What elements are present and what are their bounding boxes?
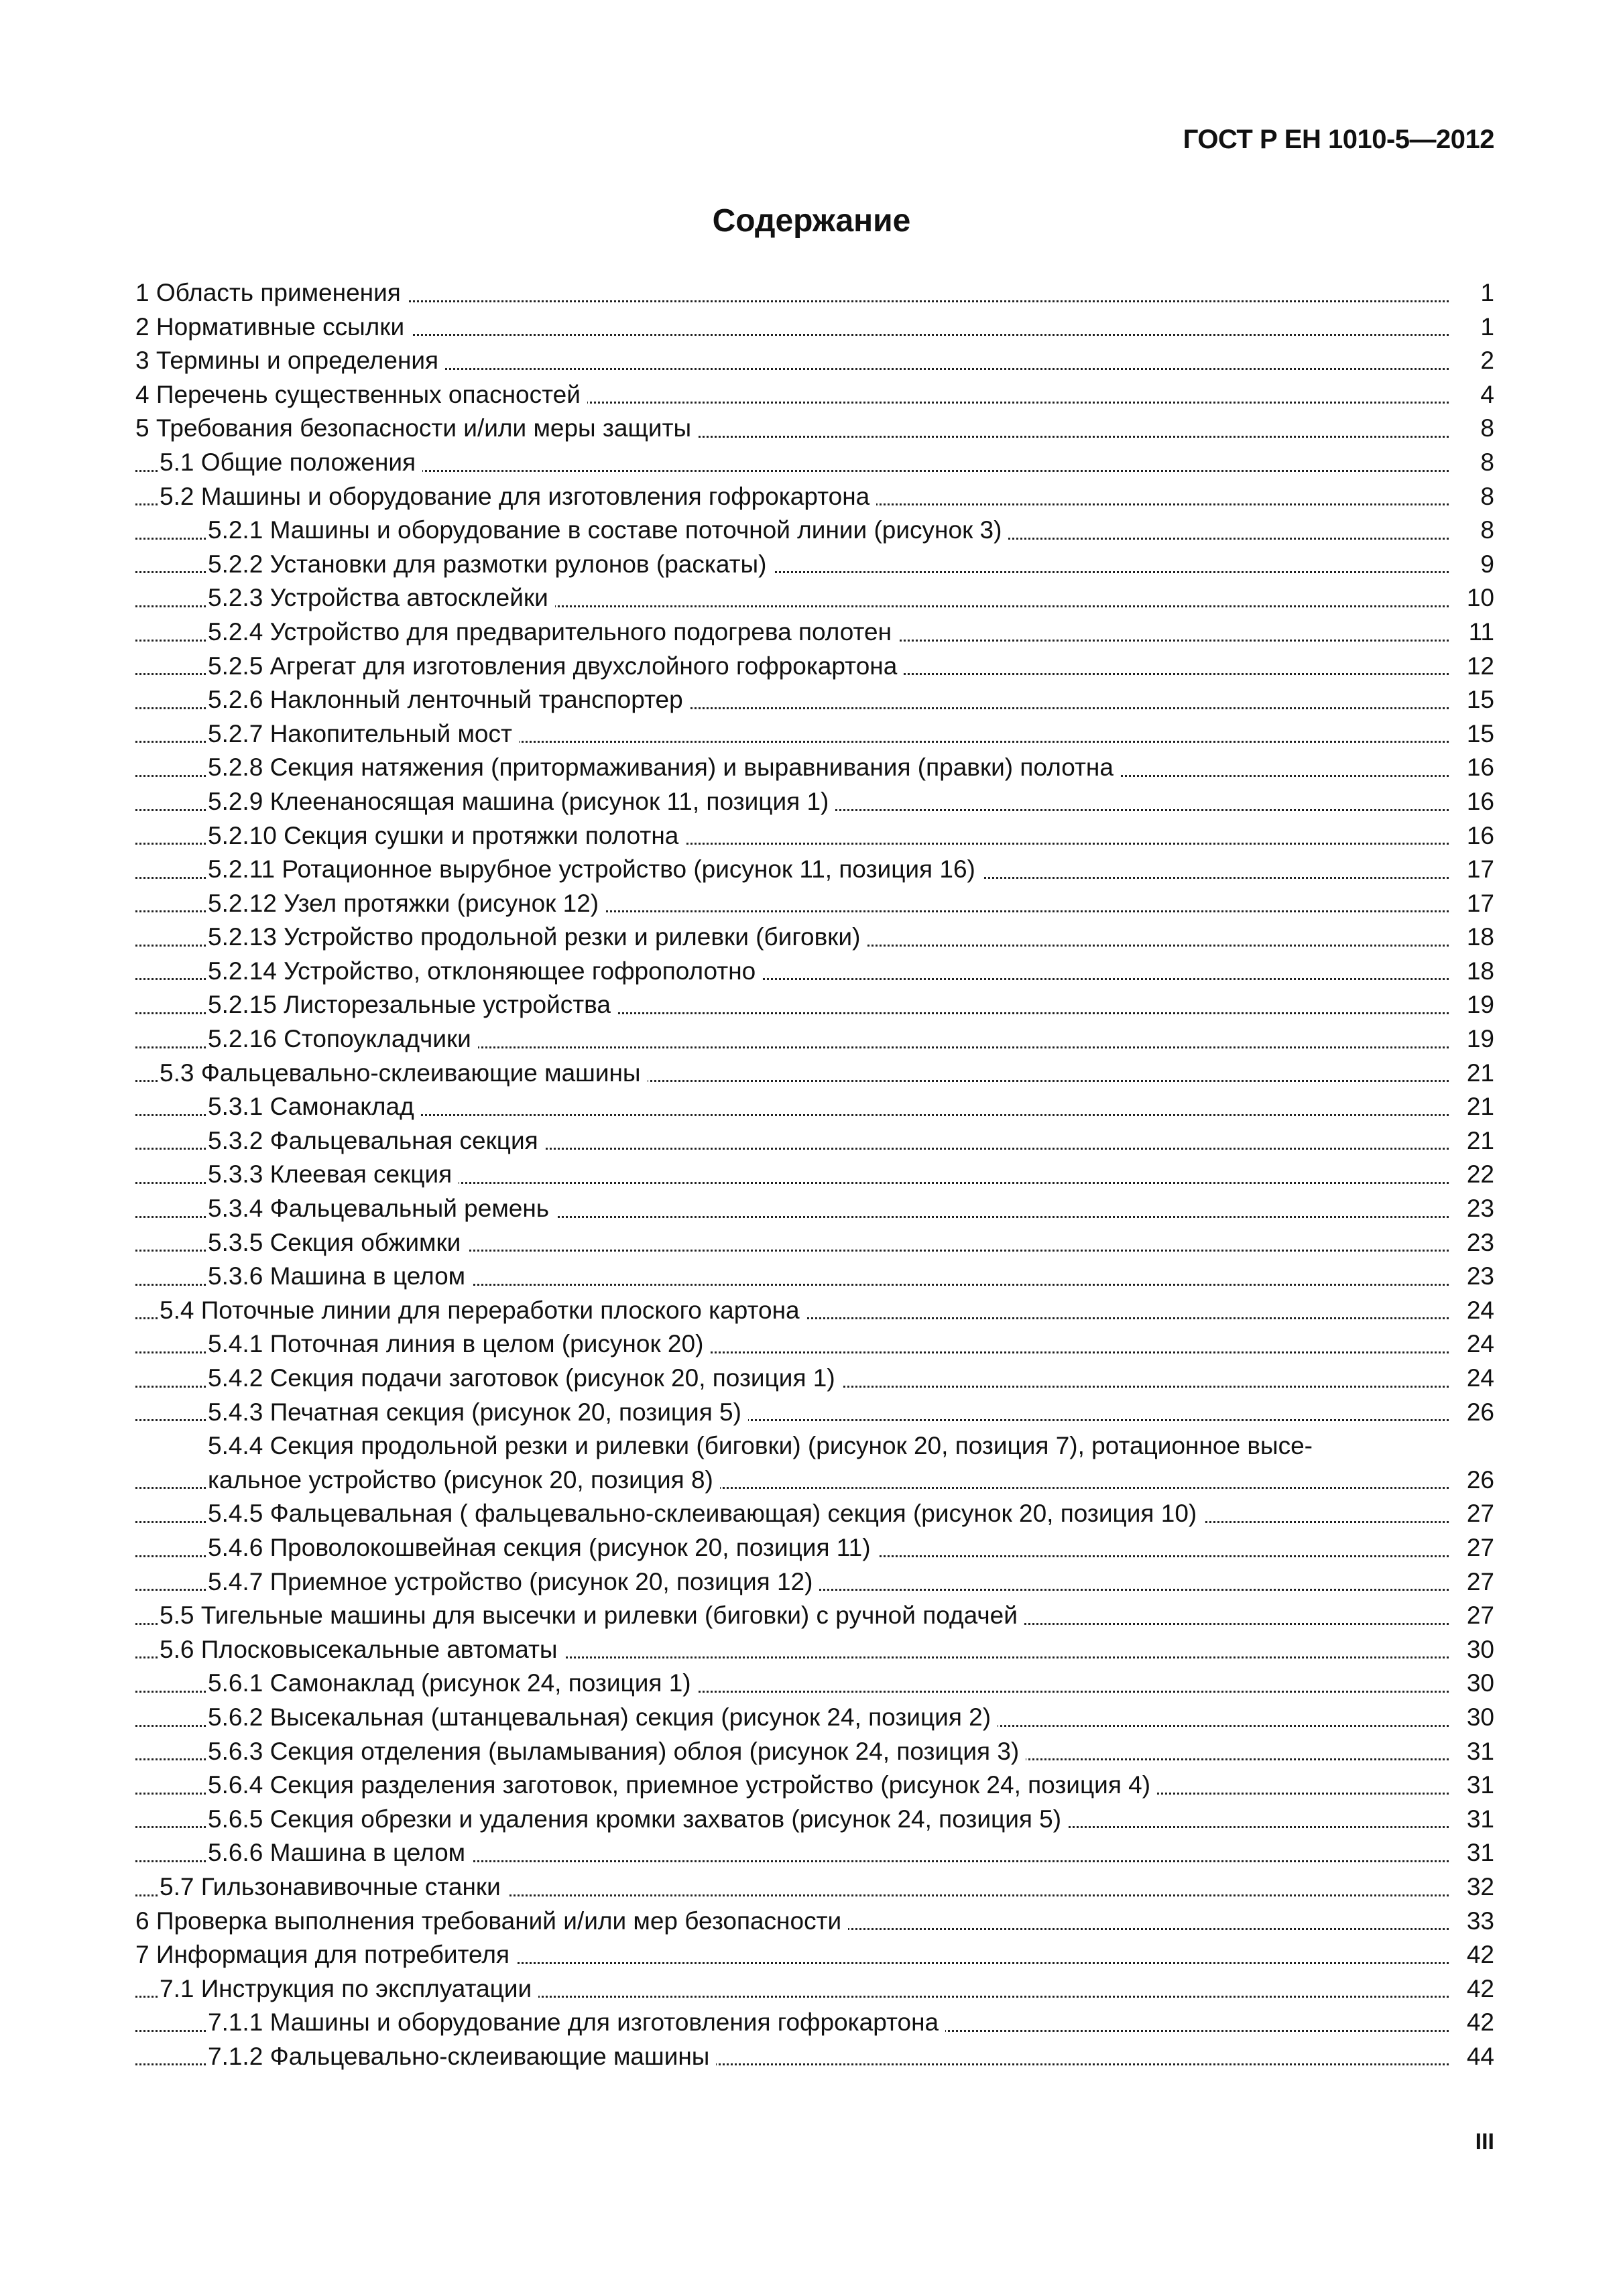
toc-entry-page: 16 xyxy=(1460,751,1494,785)
toc-entry-page: 31 xyxy=(1460,1803,1494,1837)
toc-entry-label: 5.4.3 Печатная секция (рисунок 20, позиция 5) xyxy=(208,1396,748,1430)
toc-entry-page: 21 xyxy=(1460,1056,1494,1091)
toc-entry-label: 5.4.4 Секция продольной резки и рилевки (биговки) (рисунок 20, позиция 7), ротационное высе- xyxy=(208,1429,1319,1463)
page-number: III xyxy=(1475,2129,1494,2155)
toc-entry-label: 5.6.4 Секция разделения заготовок, приемное устройство (рисунок 24, позиция 4) xyxy=(208,1768,1157,1803)
toc-entry[interactable] xyxy=(135,1531,1494,1565)
toc-entry-label: 5.2 Машины и оборудование для изготовления гофрокартона xyxy=(160,480,876,514)
toc-entry-page: 17 xyxy=(1460,853,1494,887)
toc-entry[interactable] xyxy=(135,853,1494,887)
toc-entry[interactable] xyxy=(135,920,1494,955)
toc-entry-label: 5.3.6 Машина в целом xyxy=(208,1260,472,1294)
toc-entry-label: 5.2.9 Клеенаносящая машина (рисунок 11, позиция 1) xyxy=(208,785,835,819)
toc-entry-label: 5.6.3 Секция отделения (выламывания) облоя (рисунок 24, позиция 3) xyxy=(208,1735,1026,1769)
toc-entry-page: 23 xyxy=(1460,1226,1494,1260)
toc-entry[interactable] xyxy=(135,683,1494,717)
toc-entry[interactable] xyxy=(135,1836,1494,1870)
toc-entry-label: 5.4 Поточные линии для переработки плоского картона xyxy=(160,1294,806,1328)
toc-entry[interactable] xyxy=(135,1158,1494,1192)
toc-entry-page: 31 xyxy=(1460,1768,1494,1803)
toc-entry-label: 5.2.8 Секция натяжения (притормаживания) и выравнивания (правки) полотна xyxy=(208,751,1120,785)
toc-entry[interactable] xyxy=(135,1870,1494,1905)
toc-entry-page: 19 xyxy=(1460,988,1494,1022)
toc-entry-page: 19 xyxy=(1460,1022,1494,1056)
toc-entry-page: 9 xyxy=(1474,548,1494,582)
table-of-contents xyxy=(135,276,1494,2073)
toc-entry[interactable] xyxy=(135,1260,1494,1294)
toc-entry[interactable] xyxy=(135,1701,1494,1735)
toc-entry[interactable] xyxy=(135,1768,1494,1803)
toc-entry-page: 30 xyxy=(1460,1667,1494,1701)
toc-entry[interactable] xyxy=(135,1429,1494,1463)
toc-entry-label: 5.2.11 Ротационное вырубное устройство (рисунок 11, позиция 16) xyxy=(208,853,982,887)
toc-entry-label: 7.1.1 Машины и оборудование для изготовления гофрокартона xyxy=(208,2006,945,2040)
toc-entry-label: 5.6.5 Секция обрезки и удаления кромки захватов (рисунок 24, позиция 5) xyxy=(208,1803,1068,1837)
toc-entry[interactable] xyxy=(135,1022,1494,1056)
toc-entry-label: 5.4.2 Секция подачи заготовок (рисунок 20, позиция 1) xyxy=(208,1362,842,1396)
toc-entry-label: 5.2.4 Устройство для предварительного подогрева полотен xyxy=(208,615,898,650)
toc-entry-page: 8 xyxy=(1474,480,1494,514)
toc-entry-page: 24 xyxy=(1460,1362,1494,1396)
toc-entry[interactable] xyxy=(135,1497,1494,1531)
toc-entry[interactable] xyxy=(135,1463,1494,1498)
toc-entry[interactable] xyxy=(135,1803,1494,1837)
toc-entry-page: 11 xyxy=(1462,615,1494,650)
toc-entry-page: 18 xyxy=(1460,955,1494,989)
toc-entry-label: 3 Термины и определения xyxy=(135,344,445,378)
toc-entry-page: 42 xyxy=(1460,2006,1494,2040)
toc-entry-page: 32 xyxy=(1460,1870,1494,1905)
toc-entry-label: 5.2.3 Устройства автосклейки xyxy=(208,581,555,615)
toc-entry-page: 18 xyxy=(1460,920,1494,955)
toc-entry[interactable] xyxy=(135,1090,1494,1124)
toc-entry[interactable] xyxy=(135,988,1494,1022)
toc-entry-label: 5.2.16 Стопоукладчики xyxy=(208,1022,478,1056)
toc-entry-label: 5.5 Тигельные машины для высечки и рилевки (биговки) с ручной подачей xyxy=(160,1599,1024,1633)
toc-entry-label: 5 Требования безопасности и/или меры защиты xyxy=(135,412,698,446)
toc-entry[interactable] xyxy=(135,717,1494,751)
toc-entry-label: 5.3.3 Клеевая секция xyxy=(208,1158,459,1192)
toc-entry[interactable] xyxy=(135,1905,1494,1939)
toc-entry-page: 16 xyxy=(1460,785,1494,819)
toc-entry[interactable] xyxy=(135,785,1494,819)
toc-entry-label: 5.7 Гильзонавивочные станки xyxy=(160,1870,507,1905)
toc-entry-page: 26 xyxy=(1460,1463,1494,1498)
toc-entry-page: 10 xyxy=(1460,581,1494,615)
toc-entry-page: 31 xyxy=(1460,1836,1494,1870)
toc-entry-page: 27 xyxy=(1460,1565,1494,1599)
toc-entry-page: 44 xyxy=(1460,2040,1494,2074)
toc-entry[interactable] xyxy=(135,2040,1494,2074)
toc-entry[interactable] xyxy=(135,1192,1494,1226)
toc-entry-label: 5.3.4 Фальцевальный ремень xyxy=(208,1192,556,1226)
toc-entry-page: 1 xyxy=(1474,310,1494,345)
toc-entry-page: 33 xyxy=(1460,1905,1494,1939)
toc-entry[interactable] xyxy=(135,751,1494,785)
toc-entry[interactable] xyxy=(135,819,1494,853)
toc-entry[interactable] xyxy=(135,1124,1494,1158)
toc-entry[interactable] xyxy=(135,1667,1494,1701)
toc-entry[interactable] xyxy=(135,1599,1494,1633)
toc-entry[interactable] xyxy=(135,446,1494,480)
toc-entry-label: 5.2.13 Устройство продольной резки и рилевки (биговки) xyxy=(208,920,867,955)
toc-entry-page: 8 xyxy=(1474,412,1494,446)
toc-entry-label: 5.2.12 Узел протяжки (рисунок 12) xyxy=(208,887,605,921)
toc-entry-label: 5.3.1 Самонаклад xyxy=(208,1090,421,1124)
toc-entry-label: 5.2.14 Устройство, отклоняющее гофрополотно xyxy=(208,955,762,989)
toc-entry[interactable] xyxy=(135,276,1494,310)
toc-entry-page: 26 xyxy=(1460,1396,1494,1430)
toc-entry-label: 5.3.2 Фальцевальная секция xyxy=(208,1124,545,1158)
toc-entry-page: 27 xyxy=(1460,1497,1494,1531)
toc-entry-label: 5.4.1 Поточная линия в целом (рисунок 20) xyxy=(208,1327,710,1362)
toc-entry-page: 1 xyxy=(1474,276,1494,310)
page-title: Содержание xyxy=(712,203,911,239)
toc-entry[interactable] xyxy=(135,581,1494,615)
toc-entry-label: 5.4.5 Фальцевальная ( фальцевально-склеивающая) секция (рисунок 20, позиция 10) xyxy=(208,1497,1203,1531)
toc-entry-page: 27 xyxy=(1460,1599,1494,1633)
toc-entry[interactable] xyxy=(135,1362,1494,1396)
toc-entry-page: 12 xyxy=(1460,650,1494,684)
toc-entry-label: 4 Перечень существенных опасностей xyxy=(135,378,587,412)
toc-entry[interactable] xyxy=(135,378,1494,412)
toc-entry-label: 5.2.6 Наклонный ленточный транспортер xyxy=(208,683,690,717)
toc-entry-label: 5.2.2 Установки для размотки рулонов (раскаты) xyxy=(208,548,773,582)
toc-entry-page: 23 xyxy=(1460,1260,1494,1294)
toc-entry-page: 22 xyxy=(1460,1158,1494,1192)
toc-entry[interactable] xyxy=(135,1226,1494,1260)
toc-entry[interactable] xyxy=(135,1938,1494,1972)
toc-entry-page: 31 xyxy=(1460,1735,1494,1769)
toc-entry-page: 15 xyxy=(1460,717,1494,751)
toc-entry-page: 16 xyxy=(1460,819,1494,853)
toc-entry-label: 5.6.1 Самонаклад (рисунок 24, позиция 1) xyxy=(208,1667,698,1701)
toc-entry-page: 8 xyxy=(1474,513,1494,548)
toc-entry-label: 5.6 Плосковысекальные автоматы xyxy=(160,1633,564,1667)
toc-entry-label: 5.6.6 Машина в целом xyxy=(208,1836,472,1870)
toc-entry[interactable] xyxy=(135,1972,1494,2006)
toc-entry-label: 5.2.15 Листорезальные устройства xyxy=(208,988,617,1022)
toc-entry-label: 6 Проверка выполнения требований и/или мер безопасности xyxy=(135,1905,848,1939)
toc-entry-label: кальное устройство (рисунок 20, позиция 8) xyxy=(208,1463,720,1498)
toc-entry-label: 5.4.7 Приемное устройство (рисунок 20, позиция 12) xyxy=(208,1565,819,1599)
toc-entry[interactable] xyxy=(135,480,1494,514)
toc-entry-label: 7.1.2 Фальцевально-склеивающие машины xyxy=(208,2040,716,2074)
toc-entry-page: 24 xyxy=(1460,1294,1494,1328)
toc-entry-label: 5.4.6 Проволокошвейная секция (рисунок 20, позиция 11) xyxy=(208,1531,878,1565)
toc-entry[interactable] xyxy=(135,412,1494,446)
toc-entry-label: 2 Нормативные ссылки xyxy=(135,310,411,345)
toc-entry-label: 7 Информация для потребителя xyxy=(135,1938,516,1972)
toc-entry-page: 23 xyxy=(1460,1192,1494,1226)
toc-entry[interactable] xyxy=(135,310,1494,345)
toc-entry-page: 15 xyxy=(1460,683,1494,717)
toc-entry-label: 5.6.2 Высекальная (штанцевальная) секция (рисунок 24, позиция 2) xyxy=(208,1701,998,1735)
toc-entry-label: 5.2.7 Накопительный мост xyxy=(208,717,519,751)
toc-entry-page: 42 xyxy=(1460,1972,1494,2006)
toc-entry[interactable] xyxy=(135,650,1494,684)
toc-entry[interactable] xyxy=(135,1396,1494,1430)
toc-entry[interactable] xyxy=(135,513,1494,548)
toc-entry-label: 5.2.1 Машины и оборудование в составе поточной линии (рисунок 3) xyxy=(208,513,1008,548)
toc-entry-page: 21 xyxy=(1460,1090,1494,1124)
toc-entry[interactable] xyxy=(135,887,1494,921)
toc-entry-page: 2 xyxy=(1474,344,1494,378)
toc-entry-page: 30 xyxy=(1460,1633,1494,1667)
toc-entry[interactable] xyxy=(135,1633,1494,1667)
toc-entry[interactable] xyxy=(135,1327,1494,1362)
toc-entry-label: 7.1 Инструкция по эксплуатации xyxy=(160,1972,538,2006)
toc-entry[interactable] xyxy=(135,2006,1494,2040)
toc-entry[interactable] xyxy=(135,1735,1494,1769)
toc-entry-label: 5.2.10 Секция сушки и протяжки полотна xyxy=(208,819,685,853)
toc-entry[interactable] xyxy=(135,1294,1494,1328)
toc-entry-label: 5.3 Фальцевально-склеивающие машины xyxy=(160,1056,648,1091)
toc-entry-page: 4 xyxy=(1474,378,1494,412)
toc-entry[interactable] xyxy=(135,1056,1494,1091)
toc-entry-page: 42 xyxy=(1460,1938,1494,1972)
toc-entry-page: 8 xyxy=(1474,446,1494,480)
toc-entry-page: 30 xyxy=(1460,1701,1494,1735)
toc-entry-label: 5.2.5 Агрегат для изготовления двухслойного гофрокартона xyxy=(208,650,904,684)
toc-entry[interactable] xyxy=(135,955,1494,989)
toc-entry-label: 5.1 Общие положения xyxy=(160,446,422,480)
toc-entry[interactable] xyxy=(135,1565,1494,1599)
toc-entry-page: 24 xyxy=(1460,1327,1494,1362)
toc-entry[interactable] xyxy=(135,615,1494,650)
toc-entry[interactable] xyxy=(135,344,1494,378)
toc-entry-page: 21 xyxy=(1460,1124,1494,1158)
document-code: ГОСТ Р ЕН 1010-5—2012 xyxy=(1183,125,1494,154)
toc-entry-page: 27 xyxy=(1460,1531,1494,1565)
toc-entry-label: 5.3.5 Секция обжимки xyxy=(208,1226,467,1260)
toc-entry-page: 17 xyxy=(1460,887,1494,921)
toc-entry-label: 1 Область применения xyxy=(135,276,408,310)
toc-entry[interactable] xyxy=(135,548,1494,582)
